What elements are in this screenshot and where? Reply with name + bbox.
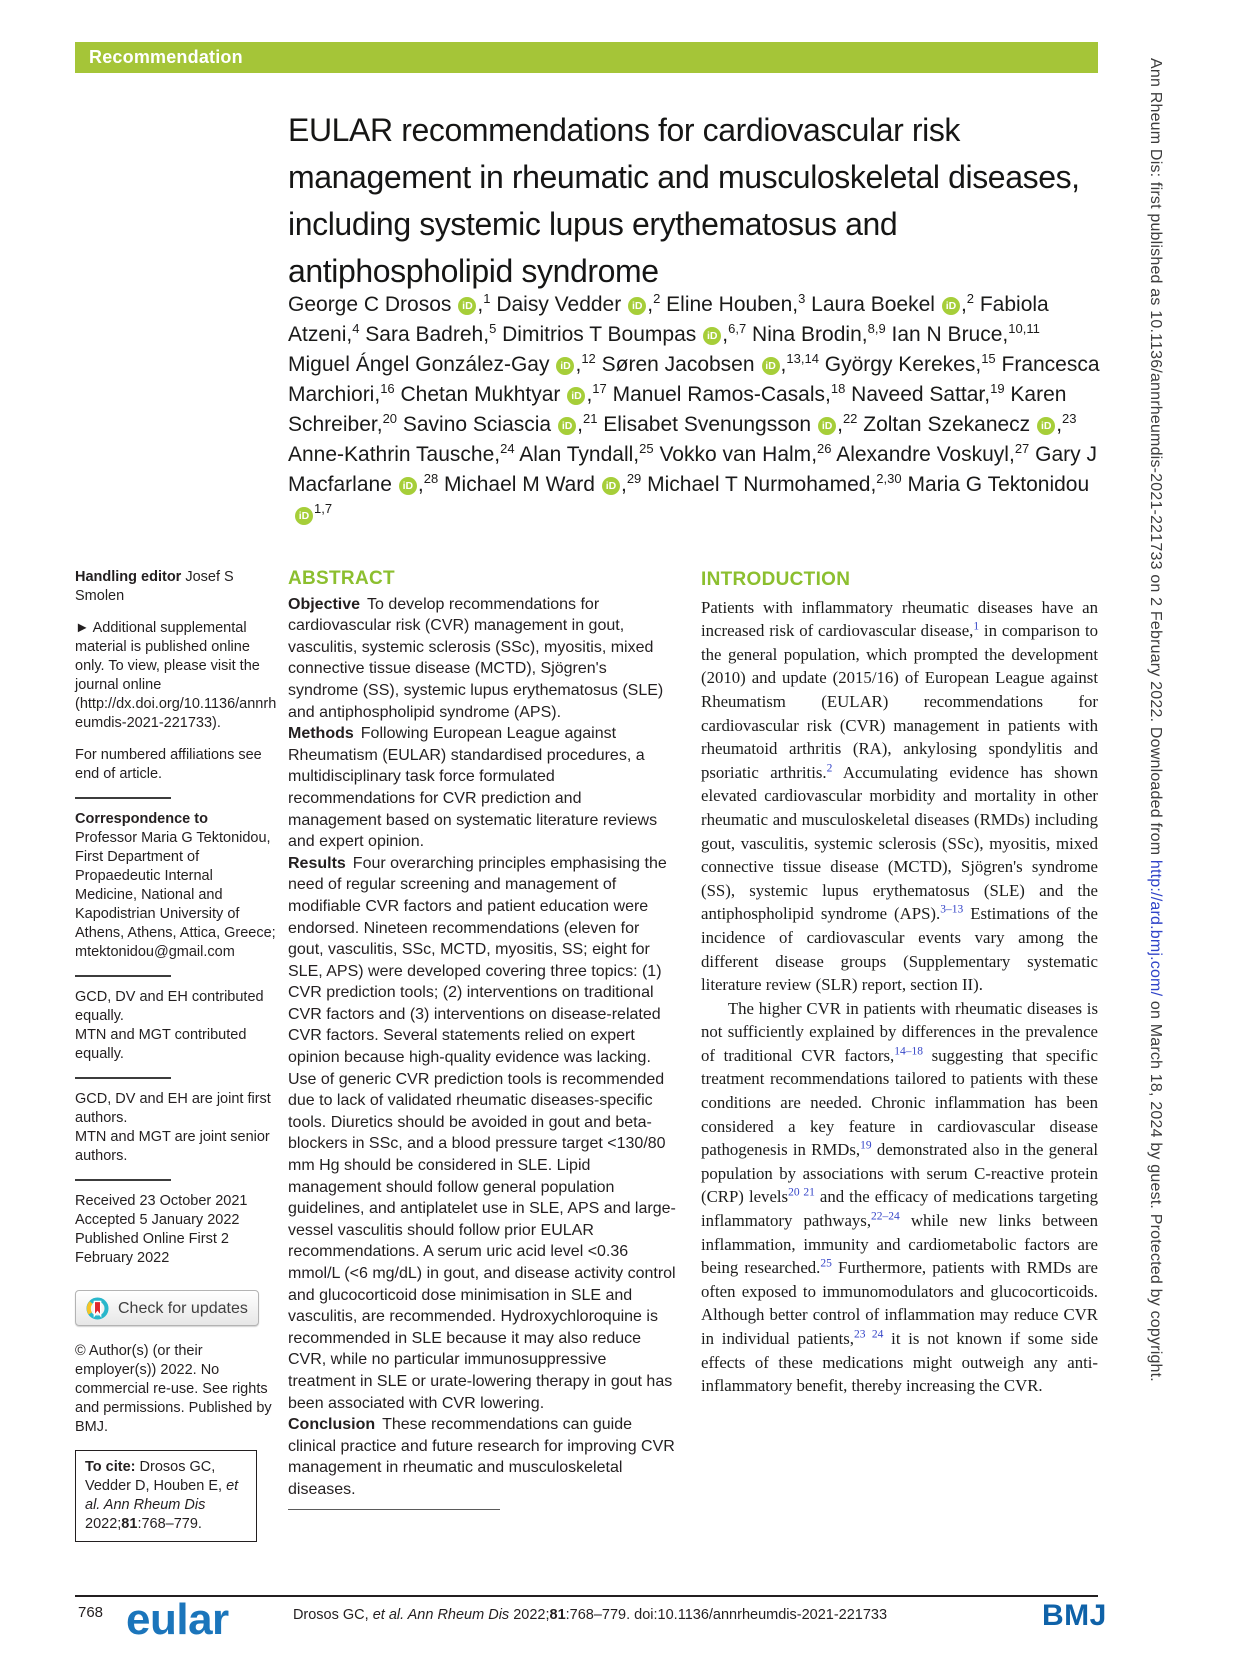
author: Daisy Vedder iD ,$^2$ (496, 291, 661, 316)
to-cite-journal: et al. Ann Rheum Dis (85, 1478, 239, 1513)
author: George C Drosos iD ,$^1$ (288, 291, 491, 316)
footer-citation (280, 1607, 900, 1623)
orcid-icon[interactable]: iD (558, 417, 576, 435)
orcid-icon[interactable]: iD (556, 357, 574, 375)
joint-authors-line: MTN and MGT are joint senior authors. (75, 1129, 270, 1164)
to-cite-authors: Drosos GC, Vedder D, Houben E, (85, 1459, 227, 1494)
abstract-conclusion-label: Conclusion (288, 1416, 376, 1434)
author: Michael M Ward iD ,$^{29}$ (444, 471, 642, 496)
introduction-paragraph: Patients with inflammatory rheumatic diseases have an increased risk of cardiovascular disease,$^1$ in comparison to the general population, which prompted the development (2010) and update (2015/16) of European League against Rheumatism (EULAR) recommendations for cardiovascular risk (CVR) management in patients with rheumatoid arthritis (RA), ankylosing spondylitis and psoriatic arthritis.$^2$ Accumulating evidence has shown elevated cardiovascular morbidity and mortality in other rheumatic and musculoskeletal diseases (RMDs) including gout, vasculitis, systemic sclerosis (SSc), myositis, mixed connective tissue disease (MCTD), Sjögren's syndrome (SS), systemic lupus erythematosus (SLE) and the antiphospholipid syndrome (APS).$^{3-13}$ Estimations of the incidence of cardiovascular events vary among the different disease groups (Supplementary systematic literature review (SLR) report, section II). (701, 597, 1098, 995)
orcid-icon[interactable]: iD (295, 507, 313, 525)
reference-link[interactable]: 20 21 (788, 1186, 815, 1199)
reference-link[interactable]: 25 (820, 1257, 832, 1270)
correspondence-text: Professor Maria G Tektonidou, First Department of Propaedeutic Internal Medicine, National and Kapodistrian University of Athens, Athens, Attica, Greece; mtektonidou@gmail.com (75, 830, 276, 960)
orcid-icon[interactable]: iD (602, 477, 620, 495)
reference-link[interactable]: 1 (973, 620, 980, 633)
author: Søren Jacobsen iD ,$^{13,14}$ (601, 351, 819, 376)
sidebar-divider (75, 1077, 171, 1079)
page-number: 768 (78, 1604, 104, 1621)
article-history-block (75, 1192, 278, 1268)
reference-link[interactable]: 23 24 (854, 1328, 884, 1341)
orcid-icon[interactable]: iD (762, 357, 780, 375)
footer-citation-volume: 81 (549, 1607, 566, 1623)
author: Manuel Ramos-Casals,$^{18}$ (612, 381, 846, 406)
author: Fabiola Atzeni,$^4$ (288, 293, 1049, 346)
check-for-updates-label: Check for updates (118, 1299, 248, 1317)
introduction-heading: INTRODUCTION (701, 569, 851, 590)
abstract-section (288, 568, 677, 1510)
abstract-methods-text: Following European League against Rheumatism (EULAR) standardised procedures, a multidisciplinary task force formulated recommendations for CVR prediction and management based on systematic literature reviews and expert opinion. (288, 725, 658, 851)
author: Dimitrios T Boumpas iD ,$^{6,7}$ (502, 321, 747, 346)
reference-link[interactable]: 14–18 (894, 1045, 923, 1058)
left-sidebar (75, 568, 278, 1542)
author: Alan Tyndall,$^{25}$ (519, 441, 654, 466)
author: Karen Schreiber,$^{20}$ (288, 383, 1067, 436)
abstract-objective (288, 594, 677, 724)
journal-url-link[interactable]: http://ard.bmj.com/ (1147, 859, 1164, 997)
supplemental-note: ► Additional supplemental material is published online only. To view, please visit the journal online (http://dx.doi.org/10.1136/annrheumdis-2021-221733). (75, 620, 277, 731)
author: Chetan Mukhtyar iD ,$^{17}$ (400, 381, 607, 406)
abstract-heading: ABSTRACT (288, 568, 395, 589)
joint-authors-line: GCD, DV and EH are joint first authors. (75, 1091, 271, 1126)
author: György Kerekes,$^{15}$ (824, 351, 996, 376)
reference-link[interactable]: 22–24 (871, 1210, 900, 1223)
orcid-icon[interactable]: iD (1037, 417, 1055, 435)
sidebar-divider (75, 1179, 171, 1181)
check-for-updates-button[interactable] (75, 1290, 259, 1326)
copyright-note: © Author(s) (or their employer(s)) 2022. No commercial re-use. See rights and permissions. Published by BMJ. (75, 1343, 272, 1435)
abstract-results-label: Results (288, 854, 346, 872)
abstract-objective-label: Objective (288, 595, 361, 613)
footer-citation-authors: Drosos GC, (292, 1607, 373, 1623)
journal-margin-text (1128, 58, 1164, 1650)
contributed-equally-block (75, 988, 278, 1064)
abstract-objective-text: To develop recommendations for cardiovascular risk (CVR) management in gout, vasculitis, systemic sclerosis (SSc), myositis, mixed connective tissue disease (MCTD), Sjögren's syndrome (SS), systemic lupus erythematosus (SLE) and antiphospholipid syndrome (APS). (288, 595, 664, 721)
abstract-conclusion-text: These recommendations can guide clinical practice and future research for improving CVR management in rheumatic and musculoskeletal diseases. (288, 1416, 675, 1498)
author: Eline Houben,$^3$ (666, 291, 806, 316)
orcid-icon[interactable]: iD (567, 387, 585, 405)
abstract-results-text: Four overarching principles emphasising the need of regular screening and management of modifiable CVR factors and patient education were endorsed. Nineteen recommendations (eleven for gout, vasculitis, SSc, MCTD, myositis, SS; eight for SLE, APS) were developed covering three topics: (1) CVR prediction tools; (2) interventions on traditional CVR factors and (3) interventions on disease-related CVR factors. Several statements relied on expert opinion because high-quality evidence was lacking. Use of generic CVR prediction tools is recommended due to lack of validated rheumatic diseases-specific tools. Diuretics should be avoided in gout and beta-blockers in SSc, and a blood pressure target <130/80 mm Hg should be considered in SLE. Lipid management should follow general population guidelines, and antiplatelet use in SLE, APS and large-vessel vasculitis should follow prior EULAR recommendations. A serum uric acid level <0.36 mmol/L (<6 mg/dL) in gout, and disease activity control and glucocorticoid dose minimisation in SLE and vasculitis, are recommended. Hydroxychloroquine is recommended in SLE because it may also reduce CVR, while no particular immunosuppressive treatment in SLE or urate-lowering therapy in gout has been associated with CVR lowering. (288, 854, 676, 1412)
orcid-icon[interactable]: iD (458, 297, 476, 315)
to-cite-pages: :768–779. (137, 1516, 202, 1532)
authors-list (288, 290, 1100, 530)
introduction-paragraphs (701, 596, 1098, 1398)
handling-editor-block (75, 568, 278, 606)
article-type-banner: Recommendation (75, 42, 1098, 73)
author: Anne-Kathrin Tausche,$^{24}$ (288, 441, 515, 466)
to-cite-label: To cite: (85, 1459, 136, 1475)
crossmark-icon (86, 1297, 109, 1320)
abstract-methods-label: Methods (288, 725, 354, 743)
to-cite-year: 2022; (85, 1516, 122, 1532)
footer-citation-year: 2022; (509, 1607, 550, 1623)
to-cite-box (75, 1450, 257, 1542)
abstract-end-divider (288, 1509, 500, 1510)
footer-citation-doi: :768–779. doi:10.1136/annrheumdis-2021-221733 (565, 1607, 888, 1623)
handling-editor-label: Handling editor (75, 569, 182, 585)
orcid-icon[interactable]: iD (399, 477, 417, 495)
joint-authors-block (75, 1090, 278, 1166)
correspondence-block (75, 810, 278, 962)
journal-margin-text-pre: Ann Rheum Dis: first published as 10.1136/annrheumdis-2021-221733 on 2 February 2022. Downloaded from (1147, 58, 1164, 860)
footer-citation-journal: et al. Ann Rheum Dis (372, 1607, 510, 1623)
introduction-section (701, 568, 1098, 1398)
bmj-logo: BMJ (1042, 1599, 1107, 1632)
journal-margin-text-post: on March 18, 2024 by guest. Protected by copyright. (1147, 996, 1164, 1382)
author: Laura Boekel iD ,$^2$ (811, 291, 975, 316)
author: Zoltan Szekanecz iD ,$^{23}$ (863, 411, 1077, 436)
author: Miguel Ángel González-Gay iD ,$^{12}$ (288, 351, 596, 376)
author: Michael T Nurmohamed,$^{2,30}$ (647, 471, 902, 496)
handling-editor-name: Josef S Smolen (75, 569, 234, 604)
author: Maria G TektonidouiD $^{1,7}$ (288, 473, 1089, 526)
orcid-icon[interactable]: iD (818, 417, 836, 435)
affiliations-note: For numbered affiliations see end of article. (75, 747, 262, 782)
author: Sara Badreh,$^5$ (365, 321, 497, 346)
contributed-equally-line: MTN and MGT contributed equally. (75, 1027, 247, 1062)
contributed-equally-line: GCD, DV and EH contributed equally. (75, 989, 264, 1024)
to-cite-volume: 81 (121, 1516, 138, 1532)
accepted-date: Accepted 5 January 2022 (75, 1212, 240, 1228)
published-date: Published Online First 2 February 2022 (75, 1231, 229, 1266)
author: Naveed Sattar,$^{19}$ (851, 381, 1005, 406)
reference-link[interactable]: 2 (826, 762, 833, 775)
abstract-methods (288, 723, 677, 853)
reference-link[interactable]: 3–13 (940, 903, 964, 916)
correspondence-label: Correspondence to (75, 811, 208, 827)
sidebar-divider (75, 975, 171, 977)
sidebar-divider (75, 797, 171, 799)
abstract-results (288, 853, 677, 1414)
introduction-paragraph: The higher CVR in patients with rheumatic diseases is not sufficiently explained by differences in the prevalence of traditional CVR factors,$^{14-18}$ suggesting that specific treatment recommendations tailored to patients with these conditions are needed. Chronic inflammation has been considered a key feature in cardiovascular disease pathogenesis in RMDs,$^{19}$ demonstrated also in the general population by associations with serum C-reactive protein (CRP) levels$^{20 21}$ and the efficacy of medications targeting inflammatory pathways,$^{22-24}$ while new links between inflammation, immunity and cardiometabolic factors are being researched.$^{25}$ Furthermore, patients with RMDs are often exposed to immunomodulators and glucocorticoids. Although better control of inflammation may reduce CVR in individual patients,$^{23 24}$ it is not known if some side effects of these medications might outweigh any anti-inflammatory benefit, thereby increasing the CVR. (701, 998, 1099, 1396)
orcid-icon[interactable]: iD (628, 297, 646, 315)
author: Nina Brodin,$^{8,9}$ (752, 321, 886, 346)
author: Vokko van Halm,$^{26}$ (659, 441, 832, 466)
received-date: Received 23 October 2021 (75, 1193, 248, 1209)
orcid-icon[interactable]: iD (942, 297, 960, 315)
page-title: EULAR recommendations for cardiovascular risk management in rheumatic and musculoskeletal diseases, including systemic lupus erythematosus and antiphospholipid syndrome (288, 112, 1080, 290)
author: Francesca Marchiori,$^{16}$ (288, 353, 1100, 406)
author: Alexandre Voskuyl,$^{27}$ (836, 441, 1030, 466)
orcid-icon[interactable]: iD (703, 327, 721, 345)
author: Gary J Macfarlane iD ,$^{28}$ (288, 443, 1097, 496)
reference-link[interactable]: 19 (860, 1139, 872, 1152)
author: Ian N Bruce,$^{10,11}$ (891, 321, 1040, 346)
author: Savino Sciascia iD ,$^{21}$ (402, 411, 598, 436)
abstract-conclusion (288, 1414, 677, 1500)
eular-logo: eular (126, 1595, 229, 1644)
author: Elisabet Svenungsson iD ,$^{22}$ (603, 411, 858, 436)
